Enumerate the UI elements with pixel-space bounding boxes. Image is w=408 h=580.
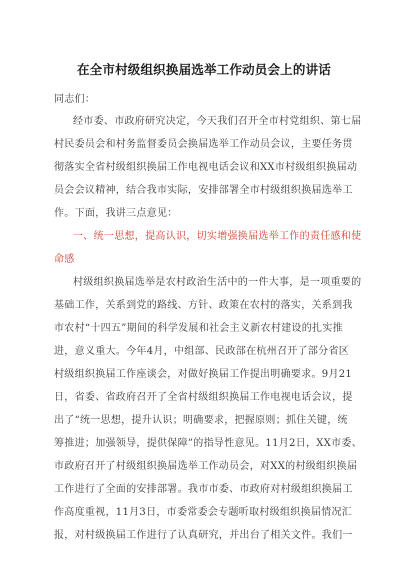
salutation: 同志们： — [54, 94, 96, 105]
paragraph-line: 筹推进；加强领导，提供保障”的指导性意见。11月2日，XX市委、 — [54, 438, 363, 449]
paragraph-line: 员会会议精神，结合我市实际，安排部署全市村级组织换届选举工 — [54, 185, 353, 196]
paragraph-line: 进，意义重大。今年4月，中组部、民政部在杭州召开了部分省区 — [54, 346, 350, 357]
document-title: 在全市村级组织换届选举工作动员会上的讲话 — [76, 62, 331, 77]
paragraph-line: 村级组织换届工作座谈会，对做好换届工作提出明确要求。9月21 — [54, 369, 353, 380]
section-heading-continued: 命感 — [54, 254, 75, 265]
paragraph-line: 村民委员会和村务监督委员会换届选举工作动员会议，主要任务贯 — [54, 139, 353, 150]
paragraph-line: 作。下面，我讲三点意见： — [54, 208, 178, 219]
paragraph-line: 村级组织换届选举是农村政治生活中的一件大事，是一项重要的 — [73, 277, 362, 288]
paragraph-line: 市农村“十四五”期间的科学发展和社会主义新农村建设的扎实推 — [54, 323, 343, 334]
paragraph-line: 市政府召开了村级组织换届选举工作动员会，对XX的村级组织换届 — [54, 461, 358, 472]
paragraph-line: 经市委、市政府研究决定，今天我们召开全市村党组织、第七届 — [73, 116, 362, 127]
paragraph-line: 出了“统一思想，提升认识；明确要求，把握原则；抓住关键，统 — [54, 415, 348, 426]
paragraph-line: 报，对村级换届工作进行了认真研究，并出台了相关文件。我们一 — [54, 530, 353, 541]
section-heading: 一、统一思想，提高认识，切实增强换届选举工作的责任感和使 — [73, 231, 362, 242]
paragraph-line: 彻落实全省村级组织换届工作电视电话会议和XX市村级组织换届动 — [54, 162, 358, 173]
paragraph-line: 工作进行了全面的安排部署。我市市委、市政府对村级组织换届工 — [54, 484, 353, 495]
paragraph-line: 作高度重视，11月3日，市委常委会专题听取村级组织换届情况汇 — [54, 507, 353, 518]
paragraph-line: 日，省委、省政府召开了全省村级组织换届工作电视电话会议，提 — [54, 392, 353, 403]
paragraph-line: 基础工作，关系到党的路线、方针、政策在农村的落实，关系到我 — [54, 300, 353, 311]
